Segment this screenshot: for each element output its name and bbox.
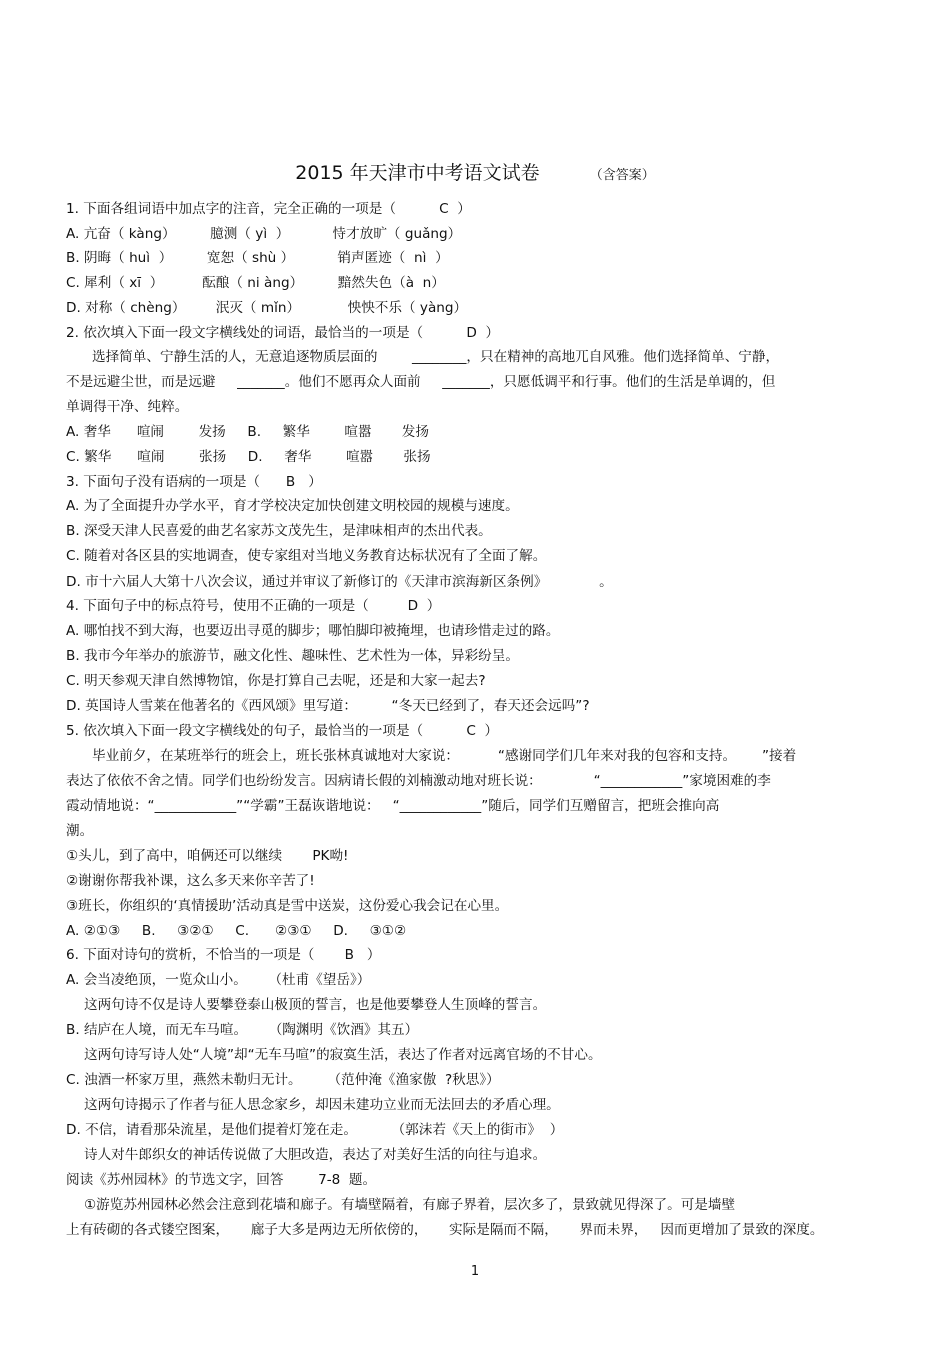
title-subtitle: （含答案） <box>589 168 655 183</box>
q5-passage-line-3: 霞动情地说：“____________”“学霸”王磊诙谐地说： “____________”随后，同学们互赠留言，把班会推向高 <box>66 798 720 814</box>
q1-option-d: D. 对称（ chèng） 泯灭（ mǐn） 怏怏不乐（ yàng） <box>66 300 468 316</box>
q2-options-cd: C. 繁华 喧闹 张扬 D. 奢华 喧嚣 张扬 <box>66 449 431 465</box>
q4-option-d: D. 英国诗人雪莱在他著名的《西风颂》里写道： “冬天已经到了，春天还会远吗”? <box>66 698 590 714</box>
q1-option-b: B. 阴晦（ huì ） 宽恕（ shù ） 销声匿迹（ nì ） <box>66 250 449 266</box>
page-title <box>0 158 950 185</box>
q6-option-b: B. 结庐在人境，而无车马喧。 （陶渊明《饮酒》其五） <box>66 1022 419 1038</box>
q6-option-d-analysis: 诗人对牛郎织女的神话传说做了大胆改造，表达了对美好生活的向往与追求。 <box>84 1147 547 1163</box>
page-number: 1 <box>470 1264 480 1279</box>
reading-passage-line-1: ①游览苏州园林必然会注意到花墙和廊子。有墙壁隔着，有廊子界着，层次多了，景致就见得深了。可是墙壁 <box>84 1197 736 1213</box>
q2-passage-line-1: 选择简单、宁静生活的人，无意追逐物质层面的 ________，只在精神的高地兀自风雅。他们选择简单、宁静， <box>92 349 780 365</box>
q6-option-c-analysis: 这两句诗揭示了作者与征人思念家乡，却因未建功立业而无法回去的矛盾心理。 <box>84 1097 560 1113</box>
q1-option-c: C. 犀利（ xī ） 酝酿（ ni àng） 黯然失色（à n） <box>66 275 445 291</box>
q5-passage-line-2: 表达了依依不舍之情。同学们也纷纷发言。因病请长假的刘楠激动地对班长说： “____________”家境困难的李 <box>66 773 771 789</box>
q5-options: A. ②①③ B. ③②① C. ②③① D. ③①② <box>66 923 407 939</box>
question-5-stem: 5. 依次填入下面一段文字横线处的句子，最恰当的一项是（ C ） <box>66 723 499 739</box>
q2-options-ab: A. 奢华 喧闹 发扬 B. 繁华 喧嚣 发扬 <box>66 424 429 440</box>
q1-option-a: A. 亢奋（ kàng） 臆测（ yì ） 恃才放旷（ guǎng） <box>66 226 462 242</box>
q5-sentence-2: ②谢谢你帮我补课，这么多天来你辛苦了! <box>66 873 315 889</box>
q3-option-b: B. 深受天津人民喜爱的曲艺名家苏文茂先生，是津味相声的杰出代表。 <box>66 523 492 539</box>
question-4-stem: 4. 下面句子中的标点符号，使用不正确的一项是（ D ） <box>66 598 441 614</box>
q4-option-a: A. 哪怕找不到大海，也要迈出寻觅的脚步；哪怕脚印被掩埋，也请珍惜走过的路。 <box>66 623 560 639</box>
q3-option-d: D. 市十六届人大第十八次会议，通过并审议了新修订的《天津市滨海新区条例》 。 <box>66 574 613 590</box>
q4-option-b: B. 我市今年举办的旅游节，融文化性、趣味性、艺术性为一体，异彩纷呈。 <box>66 648 519 664</box>
q6-option-d: D. 不信，请看那朵流星，是他们提着灯笼在走。 （郭沫若《天上的街市》 ） <box>66 1122 564 1138</box>
question-3-stem: 3. 下面句子没有语病的一项是（ B ） <box>66 474 322 490</box>
reading-instruction: 阅读《苏州园林》的节选文字，回答 7-8 题。 <box>66 1172 377 1188</box>
q6-option-a: A. 会当凌绝顶，一览众山小。 （杜甫《望岳》） <box>66 972 371 988</box>
q5-passage-line-1: 毕业前夕，在某班举行的班会上，班长张林真诚地对大家说： “感谢同学们几年来对我的包容和支持。 ”接着 <box>92 748 797 764</box>
q3-option-c: C. 随着对各区县的实地调查，使专家组对当地义务教育达标状况有了全面了解。 <box>66 548 547 564</box>
question-6-stem: 6. 下面对诗句的赏析，不恰当的一项是（ B ） <box>66 947 381 963</box>
q6-option-c: C. 浊酒一杯家万里，燕然未勒归无计。 （范仲淹《渔家傲 ?秋思》） <box>66 1072 500 1088</box>
q2-passage-line-2: 不是远避尘世，而是远避 _______。他们不愿再众人面前 _______，只愿低调平和行事。他们的生活是单调的，但 <box>66 374 776 390</box>
q6-option-a-analysis: 这两句诗不仅是诗人要攀登泰山极顶的誓言，也是他要攀登人生顶峰的誓言。 <box>84 997 547 1013</box>
q5-passage-line-4: 潮。 <box>66 823 94 839</box>
q2-passage-line-3: 单调得干净、纯粹。 <box>66 399 189 415</box>
q3-option-a: A. 为了全面提升办学水平，育才学校决定加快创建文明校园的规模与速度。 <box>66 498 519 514</box>
question-1-stem: 1. 下面各组词语中加点字的注音，完全正确的一项是（ C ） <box>66 201 471 217</box>
question-2-stem: 2. 依次填入下面一段文字横线处的词语，最恰当的一项是（ D ） <box>66 325 500 341</box>
q4-option-c: C. 明天参观天津自然博物馆，你是打算自己去呢，还是和大家一起去? <box>66 673 486 689</box>
reading-passage-line-2: 上有砖砌的各式镂空图案， 廊子大多是两边无所依傍的， 实际是隔而不隔， 界而未界， 因而更增加了景致的深度。 <box>66 1222 824 1238</box>
q5-sentence-1: ①头儿，到了高中，咱俩还可以继续 PK呦! <box>66 848 349 864</box>
q6-option-b-analysis: 这两句诗写诗人处“人境”却“无车马喧”的寂寞生活，表达了作者对远离官场的不甘心。 <box>84 1047 602 1063</box>
title-main: 2015 年天津市中考语文试卷 <box>295 162 540 184</box>
q5-sentence-3: ③班长，你组织的‘真情援助’活动真是雪中送炭，这份爱心我会记在心里。 <box>66 898 509 914</box>
